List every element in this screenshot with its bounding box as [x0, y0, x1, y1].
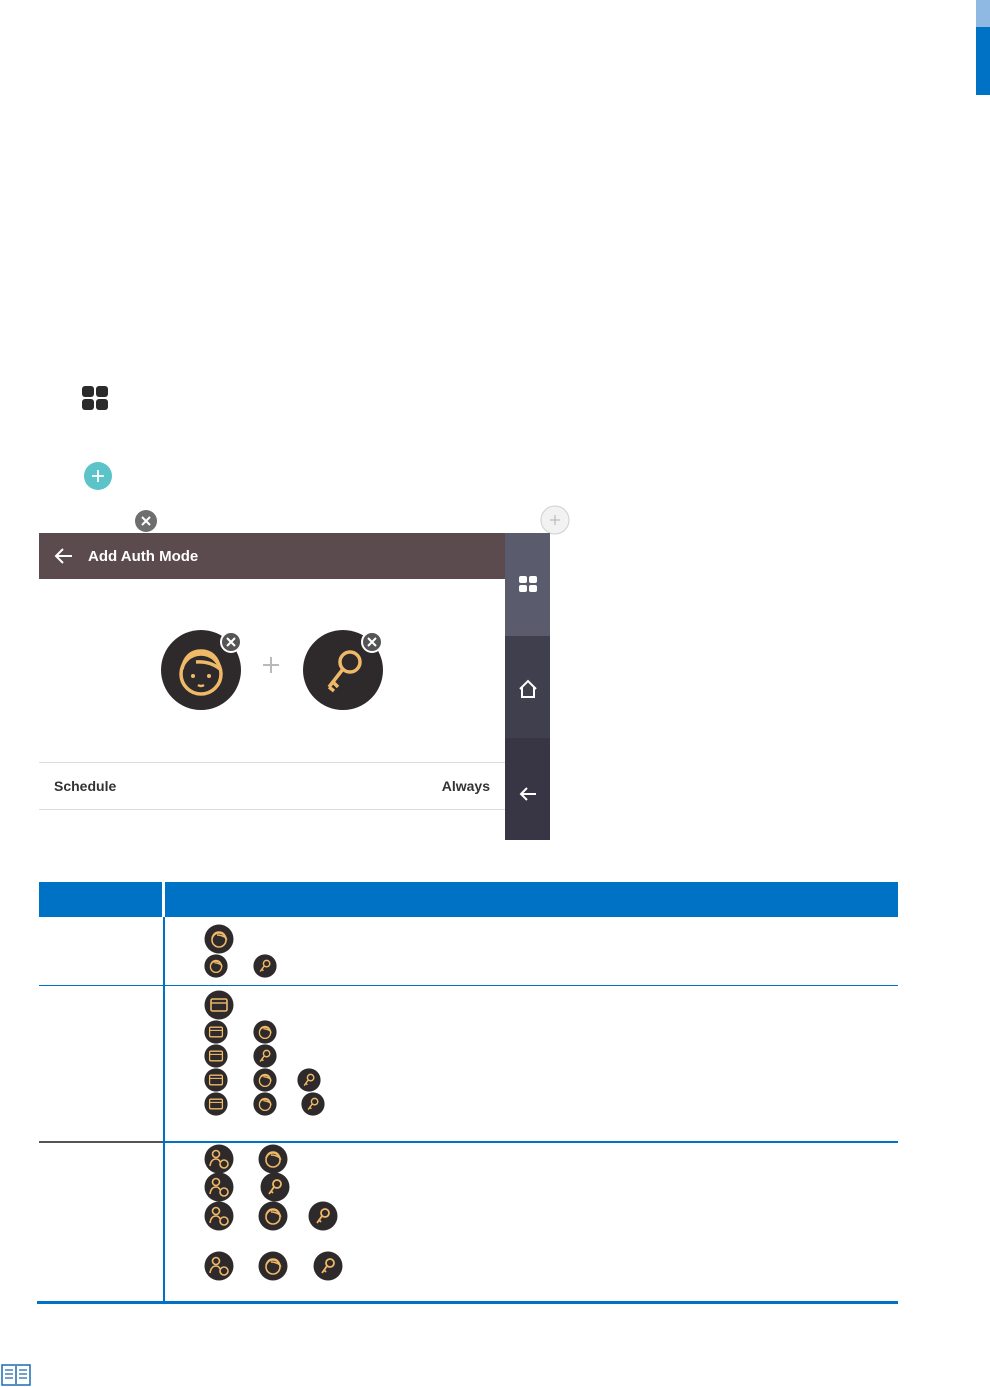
card-icon: [204, 1020, 228, 1044]
divider: [39, 762, 505, 763]
face-icon: [258, 1201, 288, 1231]
back-arrow-icon: [517, 783, 539, 805]
face-icon: [253, 1020, 277, 1044]
home-icon: [517, 678, 539, 700]
auth-mode-table: [39, 882, 898, 1304]
remove-face-icon[interactable]: [220, 631, 242, 653]
key-icon: [260, 1172, 290, 1202]
back-arrow-icon[interactable]: [53, 545, 75, 567]
plus-icon: [261, 655, 281, 675]
device-screen: [39, 533, 550, 840]
rail-menu-button[interactable]: [505, 533, 550, 636]
key-icon: [297, 1068, 321, 1092]
close-circle-icon: [134, 509, 158, 533]
schedule-label[interactable]: Schedule: [54, 778, 117, 794]
grid-icon: [517, 573, 539, 595]
rail-home-button[interactable]: [505, 636, 550, 738]
key-icon: [253, 1044, 277, 1068]
key-icon: [313, 1251, 343, 1281]
chapter-tab-top: [976, 0, 990, 27]
face-icon: [258, 1144, 288, 1174]
card-icon: [204, 1044, 228, 1068]
card-icon: [204, 990, 234, 1020]
face-icon: [204, 954, 228, 978]
face-icon: [253, 1068, 277, 1092]
user-id-icon: [204, 1251, 234, 1281]
user-id-icon: [204, 1172, 234, 1202]
face-icon: [258, 1251, 288, 1281]
card-icon: [204, 1092, 228, 1116]
face-icon: [204, 924, 234, 954]
plus-circle-gray-icon: [540, 505, 570, 535]
plus-circle-icon: [83, 461, 113, 491]
book-icon: [1, 1363, 31, 1387]
key-icon: [301, 1092, 325, 1116]
rail-back-button[interactable]: [505, 738, 550, 840]
key-icon: [308, 1201, 338, 1231]
remove-pin-icon[interactable]: [361, 631, 383, 653]
title-bar: [39, 533, 505, 579]
divider: [39, 809, 505, 810]
key-icon: [253, 954, 277, 978]
side-rail: [505, 533, 550, 840]
card-icon: [204, 1068, 228, 1092]
grid-icon: [82, 386, 110, 412]
schedule-value[interactable]: Always: [441, 778, 490, 794]
user-id-icon: [204, 1144, 234, 1174]
face-icon: [253, 1092, 277, 1116]
table-header: [39, 882, 898, 917]
user-id-icon: [204, 1201, 234, 1231]
page-title: Add Auth Mode: [88, 548, 199, 565]
chapter-tab: [976, 27, 990, 95]
